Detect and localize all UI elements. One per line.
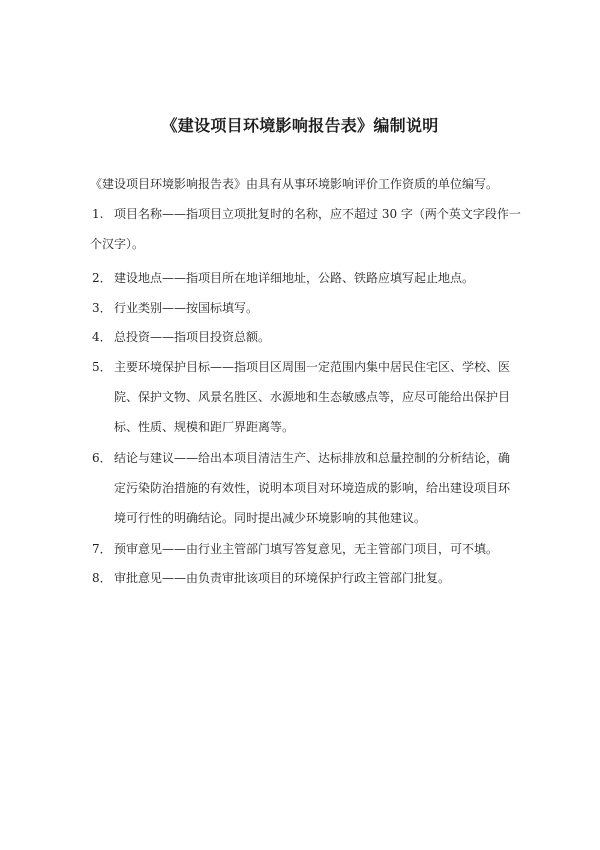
- item-text-line: 标、性质、规模和距厂界距离等。: [114, 420, 295, 434]
- list-item-3: [92, 293, 258, 323]
- item-number: 1.: [92, 207, 104, 221]
- list-item-5: [92, 352, 510, 442]
- item-text-line: 项目名称——指项目立项批复时的名称，应不超过 30 字（两个英文字段作一: [114, 207, 521, 221]
- list-item-7: [92, 534, 498, 564]
- list-item-1: [92, 199, 521, 259]
- list-item-8: [92, 563, 450, 593]
- list-item-4: [92, 322, 270, 352]
- list-item-2: [92, 263, 474, 293]
- item-text-line: 结论与建议——给出本项目清洁生产、达标排放和总量控制的分析结论，确: [114, 451, 511, 465]
- item-text-line: 行业类别——按国标填写。: [114, 301, 259, 315]
- item-text-line: 主要环境保护目标——指项目区周围一定范围内集中居民住宅区、学校、医: [114, 360, 511, 374]
- document-title: 《建设项目环境影响报告表》编制说明: [161, 116, 439, 135]
- item-text-line: 定污染防治措施的有效性，说明本项目对环境造成的影响，给出建设项目环: [114, 481, 511, 495]
- item-text-line: 预审意见——由行业主管部门填写答复意见，无主管部门项目，可不填。: [114, 542, 499, 556]
- item-text-line: 总投资——指项目投资总额。: [114, 330, 271, 344]
- intro-paragraph: 《建设项目环境影响报告表》由具有从事环境影响评价工作资质的单位编写。: [90, 177, 499, 191]
- item-text-line: 审批意见——由负责审批该项目的环境保护行政主管部门批复。: [114, 571, 451, 585]
- list-item-6: [92, 443, 510, 533]
- item-text-line: 院、保护文物、风景名胜区、水源地和生态敏感点等，应尽可能给出保护目: [114, 390, 511, 404]
- item-number: 7．: [92, 542, 112, 556]
- item-number: 5．: [92, 360, 112, 374]
- item-number: 6．: [92, 451, 112, 465]
- item-number: 4．: [92, 330, 112, 344]
- item-text-line: 建设地点——指项目所在地详细地址，公路、铁路应填写起止地点。: [114, 271, 475, 285]
- item-number: 3．: [92, 301, 112, 315]
- item-number: 8．: [92, 571, 112, 585]
- item-text-line: 个汉字）。: [90, 237, 145, 251]
- item-text-line: 境可行性的明确结论。同时提出减少环境影响的其他建议。: [114, 511, 427, 525]
- item-number: 2．: [92, 271, 112, 285]
